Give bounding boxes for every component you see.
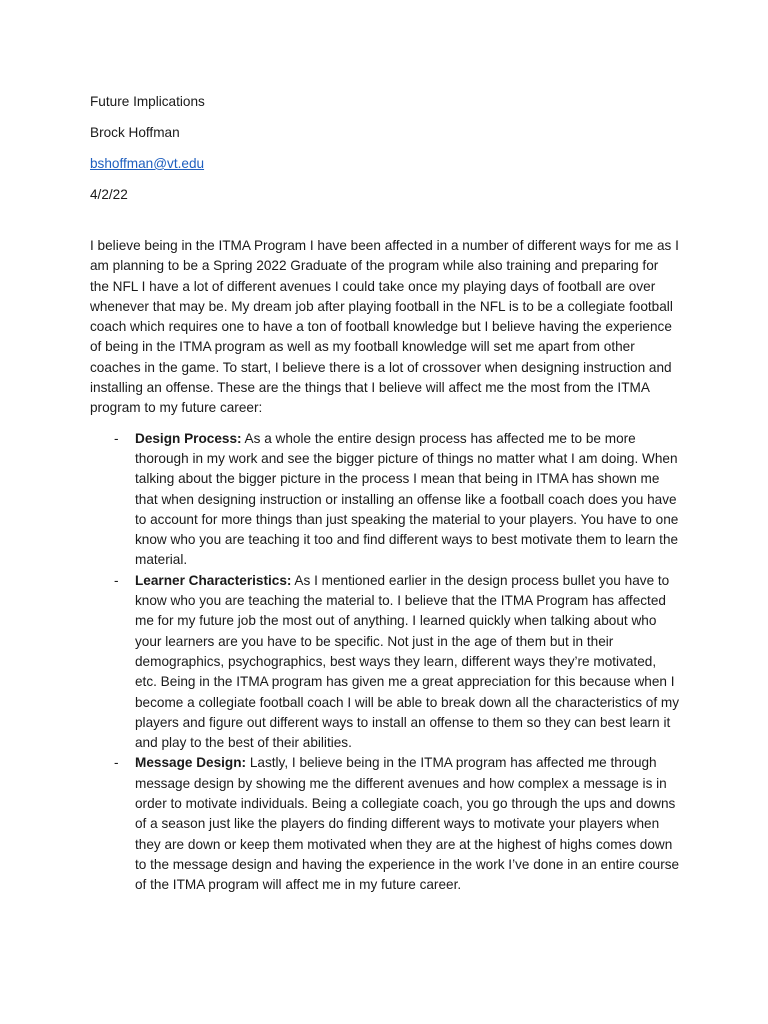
email-link-text[interactable]: bshoffman@vt.edu [90, 155, 205, 171]
bullet-text: Lastly, I believe being in the ITMA program has affected me through message design by showing me the different avenues and how complex a message is in order to motivate individuals. Being a collegiate coach, you go through the ups and downs of a season just like the players do finding different ways to motivate your players when they are down or keep them motivated when they are at the highest of highs comes down to the message design and having the experience in the work I’ve done in an entire course of the ITMA program will affect me in my future career. [135, 755, 680, 893]
author-name: Brock Hoffman [90, 124, 180, 140]
bullet-text: As I mentioned earlier in the design process bullet you have to know who you are teaching the material to. I believe that the ITMA Program has affected me for my future job the most out of anything. I learned quickly when talking about who your learners are you have to be specific. Not just in the age of them but in their demographics, psychographics, best ways they learn, different ways they’re motivated, etc. Being in the ITMA program has given me a great appreciation for this because when I become a collegiate football coach I will be able to break down all the characteristics of my players and figure out different ways to install an offense to them so they can best learn it and play to the best of their abilities. [135, 572, 680, 751]
author-email-link[interactable] [90, 154, 680, 174]
list-item [90, 753, 680, 895]
dash-marker: - [114, 572, 119, 588]
list-item [90, 571, 680, 754]
bullet-text: As a whole the entire design process has affected me to be more thorough in my work and see the bigger picture of things no matter what I am doing. When talking about the bigger picture in the process I mean that being in ITMA has shown me that when designing instruction or installing an offense like a football coach does you have to account for more things than just speaking the material to your players. You have to one know who you are teaching it too and find different ways to best motivate them to learn the material. [135, 430, 679, 568]
bullet-term: Design Process: [135, 430, 242, 446]
bullet-term: Message Design: [135, 755, 247, 771]
document-body [90, 92, 680, 895]
bullet-list [90, 429, 680, 896]
dash-marker: - [114, 755, 119, 771]
document-date: 4/2/22 [90, 186, 128, 202]
bullet-term: Learner Characteristics: [135, 572, 292, 588]
document-title: Future Implications [90, 94, 205, 109]
dash-marker: - [114, 430, 119, 446]
list-item [90, 429, 680, 571]
intro-paragraph: I believe being in the ITMA Program I have been affected in a number of different ways for me as I am planning to be a Spring 2022 Graduate of the program while also training and preparing for the NFL I have a lot of different avenues I could take once my playing days of football are over whenever that may be. My dream job after playing football in the NFL is to be a collegiate football coach which requires one to have a ton of football knowledge but I believe having the experience of being in the ITMA program as well as my football knowledge will set me apart from other coaches in the game. To start, I believe there is a lot of crossover when designing instruction and installing an offense. These are the things that I believe will affect me the most from the ITMA program to my future career: [90, 237, 679, 416]
